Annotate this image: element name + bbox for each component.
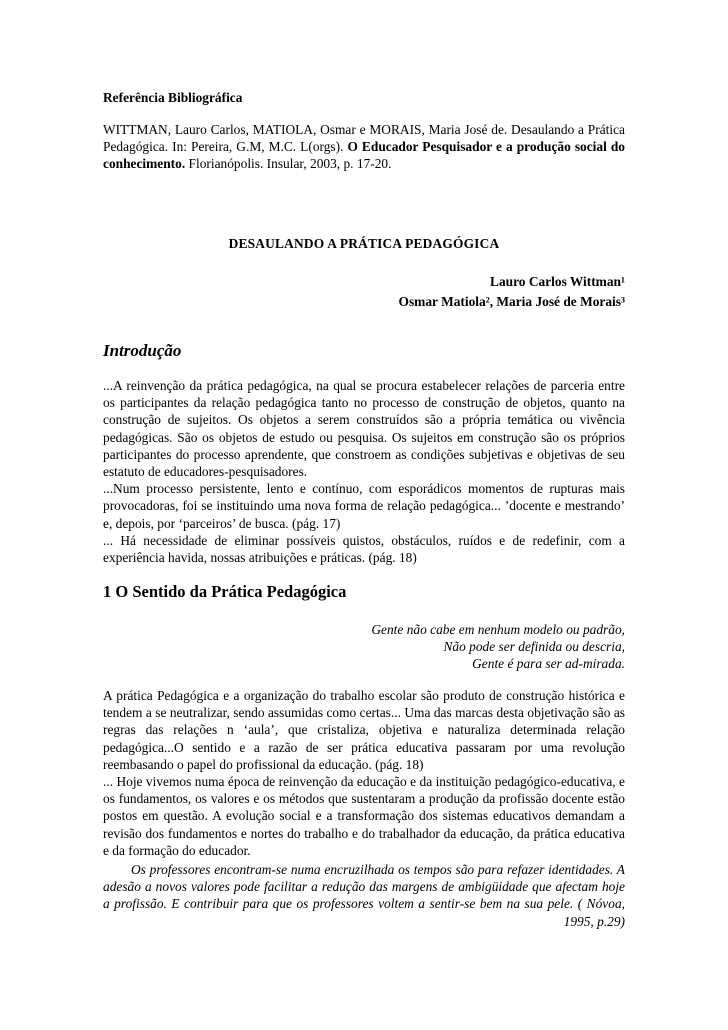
section-1-body xyxy=(103,687,625,859)
reference-citation xyxy=(103,121,625,173)
citation-book-title: O Educador Pesquisador e a produção social do conhecimento. xyxy=(103,139,625,172)
section-1-heading: 1 O Sentido da Prática Pedagógica xyxy=(103,582,347,601)
citation-authors-text: WITTMAN, Lauro Carlos, MATIOLA, Osmar e MORAIS, Maria José de. Desaulando a Prática Pedagógica. In: Pereira, G.M, M.C. L(orgs). xyxy=(103,122,625,155)
epigraph xyxy=(371,621,625,673)
block-quote xyxy=(103,861,625,930)
author-line-1: Lauro Carlos Wittman¹ xyxy=(490,274,625,289)
epigraph-line: Gente é para ser ad-mirada. xyxy=(472,656,625,672)
epigraph-line: Gente não cabe em nenhum modelo ou padrão, xyxy=(371,622,625,637)
section-1-paragraph: ... Hoje vivemos numa época de reinvenção da educação e da instituição pedagógico-educativa, e os fundamentos, os valores e os métodos que sustentaram a produção da profissão docente estão postos em questão. A evolução social e a transformação dos sistemas educativos demandam a revisão dos fundamentos e nortes do trabalho e do trabalhador da educação, da prática educativa e da formação do educador. xyxy=(103,774,625,858)
intro-heading: Introdução xyxy=(103,341,182,360)
section-1-paragraph: A prática Pedagógica e a organização do trabalho escolar são produto de construção histórica e tendem a se neutralizar, sendo assumidas como certas... Uma das marcas desta objetivação são as regras das relações n ‘aula’, que cristaliza, objetiva e naturaliza determinada relação pedagógica...O sentido e a razão de ser prática educativa passaram por uma revolução reembasando o papel do profissional da educação. (pág. 18) xyxy=(103,688,625,772)
epigraph-line: Não pode ser definida ou descria, xyxy=(443,639,625,655)
document-title: DESAULANDO A PRÁTICA PEDAGÓGICA xyxy=(228,236,500,251)
intro-paragraph: ...A reinvenção da prática pedagógica, na qual se procura estabelecer relações de parceria entre os participantes da relação pedagógica tanto no processo de construção de objetos, quanto na construção de sujeitos. Os objetos a serem construídos são a própria temática ou vivência pedagógicas. São os objetos de estudo ou pesquisa. Os sujeitos em construção são os próprios participantes do processo aprendente, que constroem as condições subjetivas e objetivas de seu estatuto de educadores-pesquisadores. xyxy=(103,378,625,480)
block-quote-text: Os professores encontram-se numa encruzilhada os tempos são para refazer identidades. A adesão a novos valores pode facilitar a redução das margens de ambigüidade que afectam hoje a profissão. E contribuir para que os professores voltem a sentir-se bem na sua pele. ( Nóvoa, 1995, p.29) xyxy=(103,862,625,929)
intro-paragraph: ... Há necessidade de eliminar possíveis quistos, obstáculos, ruídos e de redefinir, com a experiência havida, nossas atribuições e práticas. (pág. 18) xyxy=(103,532,625,566)
author-line-2: Osmar Matiola², Maria José de Morais³ xyxy=(398,294,625,309)
intro-paragraph: ...Num processo persistente, lento e contínuo, com esporádicos momentos de rupturas mais provocadoras, foi se instituindo uma nova forma de relação pedagógica... ’docente e mestrando’ e, depois, por ‘parceiros’ de busca. (pág. 17) xyxy=(103,481,625,531)
reference-heading: Referência Bibliográfica xyxy=(103,90,243,105)
intro-body xyxy=(103,377,625,566)
citation-publisher-text: Florianópolis. Insular, 2003, p. 17-20. xyxy=(185,156,392,172)
authors-block xyxy=(399,272,625,312)
